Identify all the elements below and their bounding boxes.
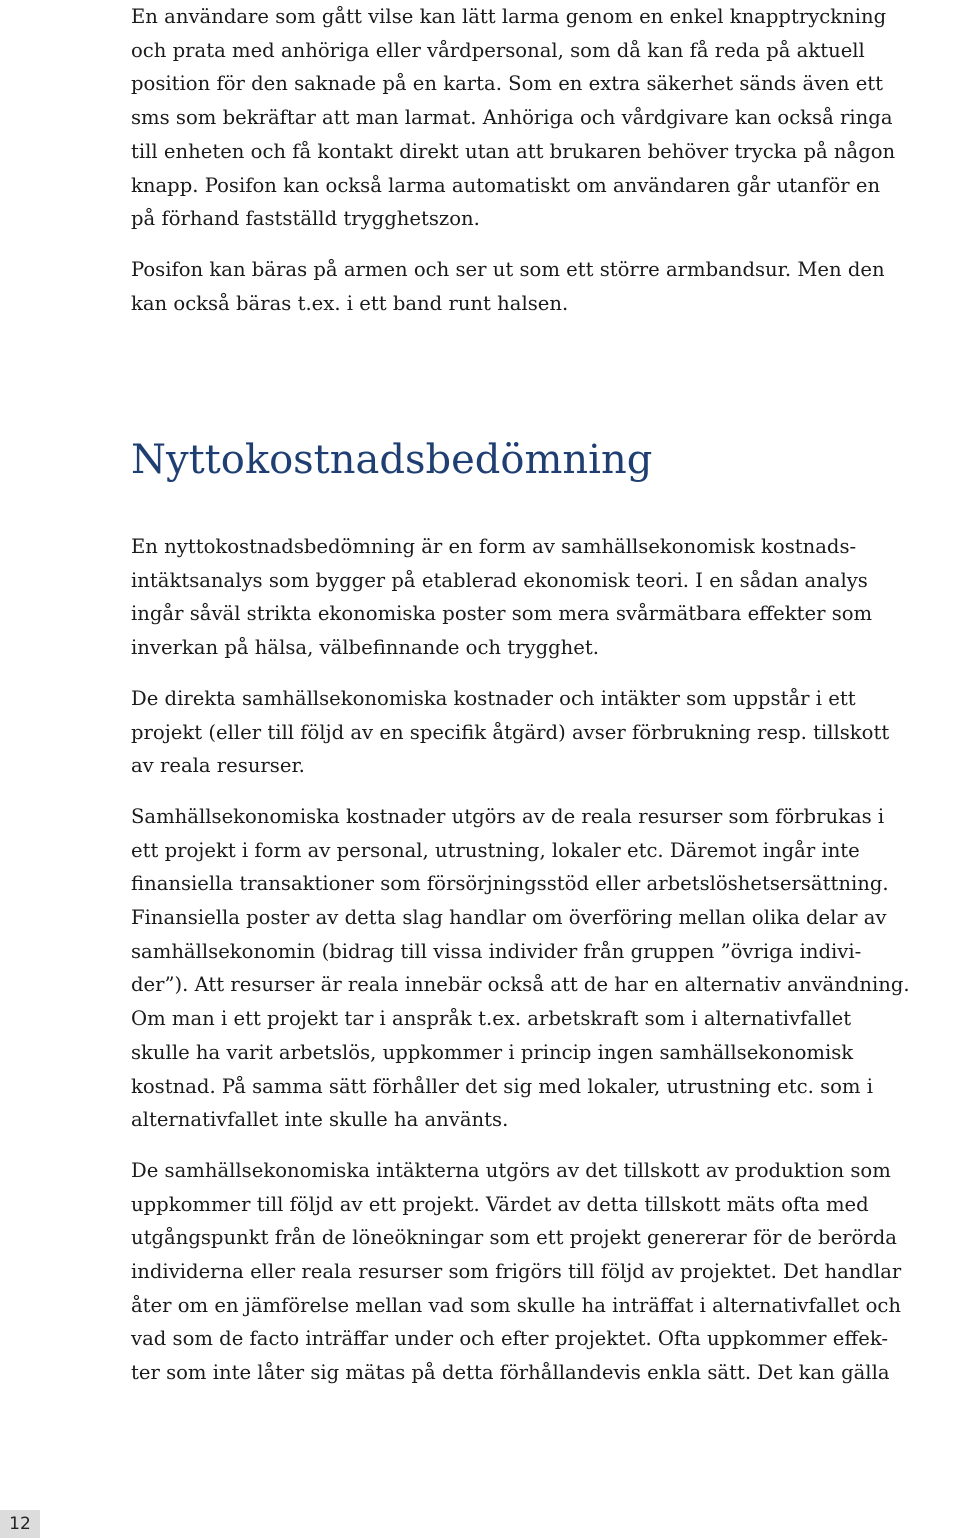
text-line: intäktsanalys som bygger på etablerad ekonomisk teori. I en sådan analys	[131, 568, 868, 592]
text-line: individerna eller reala resurser som frigörs till följd av projektet. Det handlar	[131, 1260, 902, 1284]
text-line: till enheten och få kontakt direkt utan att brukaren behöver trycka på någon	[131, 139, 896, 163]
text-line: ingår såväl strikta ekonomiska poster som mera svårmätbara effekter som	[131, 602, 873, 626]
text-line: De direkta samhällsekonomiska kostnader och intäkter som uppstår i ett	[131, 686, 856, 710]
text-line: En användare som gått vilse kan lätt larma genom en enkel knapptryckning	[131, 5, 887, 28]
text-line: samhällsekonomin (bidrag till vissa individer från gruppen ”övriga indivi-	[131, 939, 862, 963]
text-line: position för den saknade på en karta. Som en extra säkerhet sänds även ett	[131, 72, 884, 96]
text-line: på förhand fastställd trygghetszon.	[131, 207, 480, 231]
paragraph-section-4	[131, 1154, 957, 1390]
text-line: åter om en jämförelse mellan vad som skulle ha inträffat i alternativfallet och	[131, 1293, 901, 1317]
text-line: sms som bekräftar att man larmat. Anhöriga och vårdgivare kan också ringa	[131, 106, 893, 130]
section-body	[131, 530, 957, 1390]
paragraph-section-1	[131, 530, 957, 665]
text-line: skulle ha varit arbetslös, uppkommer i princip ingen samhällsekonomisk	[131, 1040, 854, 1064]
text-line: inverkan på hälsa, välbefinnande och trygghet.	[131, 636, 599, 660]
text-line: projekt (eller till följd av en specifik åtgärd) avser förbrukning resp. tillskott	[131, 720, 890, 744]
text-line: kostnad. På samma sätt förhåller det sig med lokaler, utrustning etc. som i	[131, 1074, 874, 1098]
text-line: uppkommer till följd av ett projekt. Värdet av detta tillskott mäts ofta med	[131, 1192, 869, 1216]
text-line: och prata med anhöriga eller vårdpersonal, som då kan få reda på aktuell	[131, 38, 865, 62]
document-page	[131, 0, 957, 1385]
text-line: Finansiella poster av detta slag handlar om överföring mellan olika delar av	[131, 906, 887, 930]
paragraph-section-2	[131, 682, 957, 783]
section-heading: Nyttokostnadsbedömning	[131, 437, 653, 483]
text-line: der”). Att resurser är reala innebär också att de har en alternativ användning.	[131, 973, 910, 997]
text-line: ett projekt i form av personal, utrustning, lokaler etc. Däremot ingår inte	[131, 838, 860, 862]
text-line: ter som inte låter sig mätas på detta förhållandevis enkla sätt. Det kan gälla	[131, 1361, 890, 1385]
text-line: utgångspunkt från de löneökningar som ett projekt genererar för de berörda	[131, 1226, 897, 1250]
page-number: 12	[0, 1510, 40, 1538]
text-line: vad som de facto inträffar under och efter projektet. Ofta uppkommer effek-	[131, 1327, 888, 1351]
text-line: finansiella transaktioner som försörjningsstöd eller arbetslöshetsersättning.	[131, 872, 889, 896]
text-line: knapp. Posifon kan också larma automatiskt om användaren går utanför en	[131, 173, 881, 197]
text-line: kan också bäras t.ex. i ett band runt halsen.	[131, 291, 569, 315]
text-line: av reala resurser.	[131, 754, 305, 778]
text-line: De samhällsekonomiska intäkterna utgörs av det tillskott av produktion som	[131, 1158, 891, 1182]
text-line: Posifon kan bäras på armen och ser ut som ett större armbandsur. Men den	[131, 257, 885, 281]
paragraph-intro-1	[131, 0, 957, 236]
paragraph-section-3	[131, 800, 957, 1137]
text-line: Om man i ett projekt tar i anspråk t.ex. arbetskraft som i alternativfallet	[131, 1007, 852, 1031]
text-line: Samhällsekonomiska kostnader utgörs av de reala resurser som förbrukas i	[131, 804, 885, 828]
text-line: alternativfallet inte skulle ha använts.	[131, 1108, 509, 1132]
paragraph-intro-2	[131, 253, 957, 320]
text-line: En nyttokostnadsbedömning är en form av samhällsekonomisk kostnads-	[131, 535, 857, 558]
